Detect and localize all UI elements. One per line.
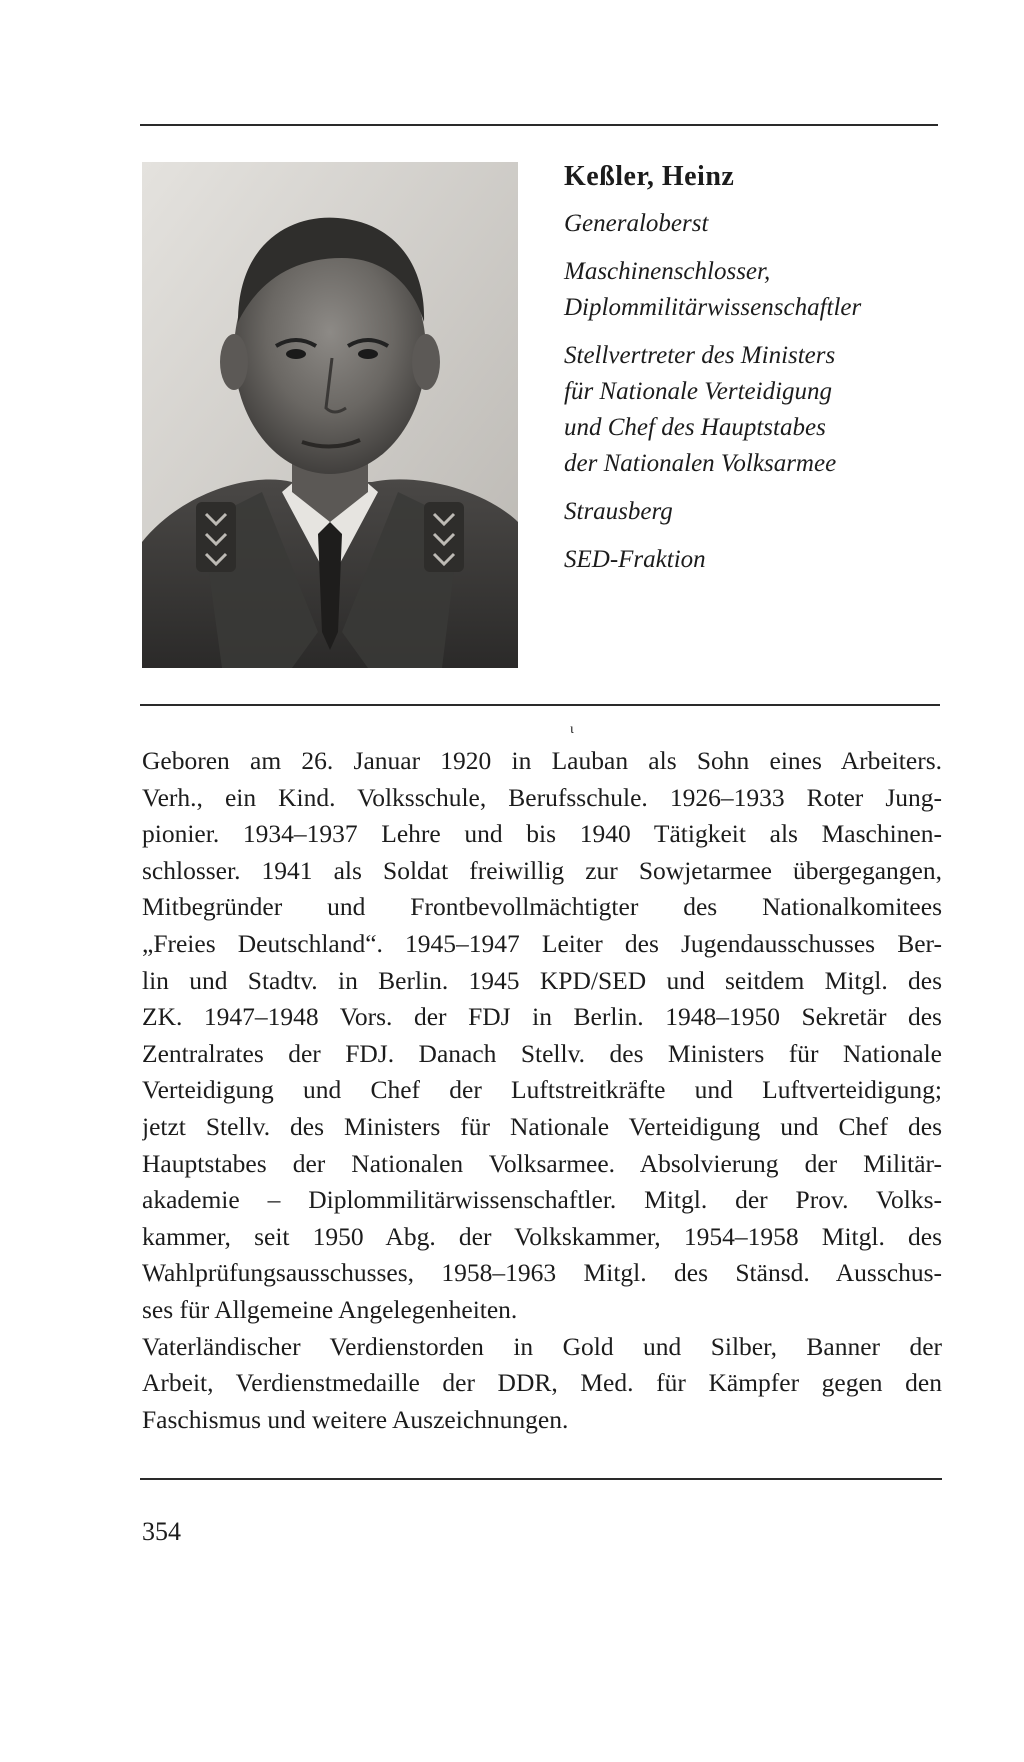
awards-line: Faschismus und weitere Auszeichnungen. [142,1404,569,1434]
bio-line: Mitbegründer und Frontbevollmächtigter des Nationalkomitees [142,892,942,922]
bio-line: Geboren am 26. Januar 1920 in Lauban als Sohn eines Arbeiters. [142,746,942,775]
bio-line: Verteidigung und Chef der Luftstreitkräfte und Luftverteidigung; [142,1075,942,1105]
bio-line: ZK. 1947–1948 Vors. der FDJ in Berlin. 1948–1950 Sekretär des [142,1002,942,1032]
bio-line: „Freies Deutschland“. 1945–1947 Leiter des Jugendausschusses Ber- [142,928,942,958]
bio-line: jetzt Stellv. des Ministers für Nationale Verteidigung und Chef des [142,1111,942,1141]
bio-line: schlosser. 1941 als Soldat freiwillig zur Sowjetarmee übergegangen, [142,855,942,885]
biography [142,743,942,1438]
rank: Generaloberst [564,210,709,237]
bio-line: ses für Allgemeine Angelegenheiten. [142,1294,518,1324]
bio-line: kammer, seit 1950 Abg. der Volkskammer, 1954–1958 Mitgl. des [142,1221,942,1251]
bio-line: lin und Stadtv. in Berlin. 1945 KPD/SED und seitdem Mitgl. des [142,965,942,995]
residence: Strausberg [564,498,673,525]
bio-line: pionier. 1934–1937 Lehre und bis 1940 Tätigkeit als Maschinen- [142,819,942,849]
bio-line: akademie – Diplommilitärwissenschaftler. Mitgl. der Prov. Volks- [142,1185,942,1215]
page-number: 354 [142,1517,181,1546]
awards-line: Arbeit, Verdienstmedaille der DDR, Med. für Kämpfer gegen den [142,1368,942,1398]
awards-paragraph [142,1329,942,1439]
awards-line: Vaterländischer Verdienstorden in Gold und Silber, Banner der [142,1331,942,1361]
entry-header [564,158,944,590]
biography-paragraph [142,743,942,1329]
bio-line: Zentralrates der FDJ. Danach Stellv. des Ministers für Nationale [142,1038,942,1068]
role-lines [564,206,944,578]
portrait-photo [142,162,518,668]
bio-line: Wahlprüfungsausschusses, 1958–1963 Mitgl. des Stänsd. Ausschus- [142,1258,942,1288]
profession: Maschinenschlosser, Diplommilitärwissenschaftler [564,258,862,321]
position: Stellvertreter des Ministers für Nationale Verteidigung und Chef des Hauptstabes der Nationalen Volksarmee [564,342,837,477]
faction: SED-Fraktion [564,546,706,573]
person-name: Keßler, Heinz [564,161,735,192]
bio-line: Hauptstabes der Nationalen Volksarmee. Absolvierung der Militär- [142,1148,942,1178]
bottom-divider [140,1478,942,1480]
small-mark: ɩ [570,722,574,737]
bio-line: Verh., ein Kind. Volksschule, Berufsschule. 1926–1933 Roter Jung- [142,782,942,812]
top-divider [140,124,938,126]
middle-divider [140,704,940,706]
